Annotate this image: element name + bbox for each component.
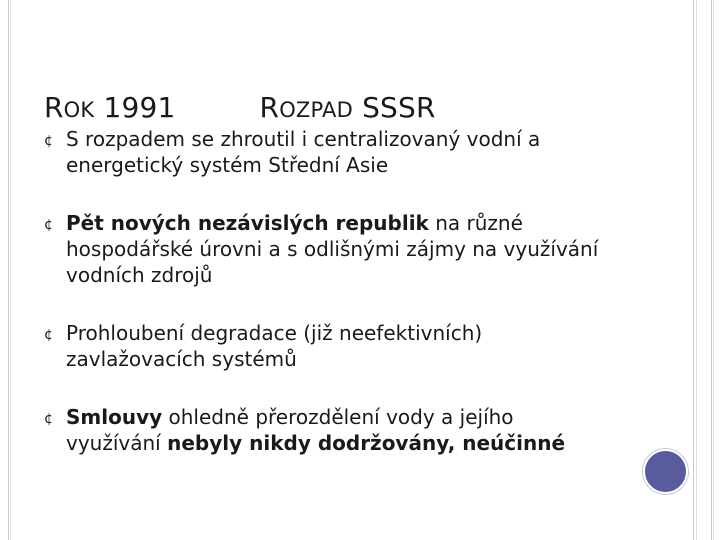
bullet-item xyxy=(44,404,604,456)
bullet-text: ohledně přerozdělení vody a jejího využívání xyxy=(66,405,514,455)
bullet-text: S rozpadem se zhroutil i centralizovaný vodní a energetický systém Střední Asie xyxy=(66,127,541,177)
bullet-text: Prohloubení degradace (již neefektivních) zavlažovacích systémů xyxy=(66,321,483,371)
frame-line-left-inner xyxy=(10,0,11,540)
frame-line-right-inner-2 xyxy=(696,0,697,540)
bullet-text: na různé hospodářské úrovni a s odlišnými zájmy na využívání vodních zdrojů xyxy=(66,211,599,287)
frame-line-right-inner xyxy=(693,0,694,540)
title-left-initial: R xyxy=(44,90,64,124)
bullet-item xyxy=(44,320,604,372)
slide-title xyxy=(44,91,436,124)
title-right-rest: OZPAD xyxy=(279,97,353,122)
bullet-item xyxy=(44,210,604,288)
frame-line-right-outer-2 xyxy=(713,0,714,540)
title-left-rest: OK xyxy=(63,97,95,122)
title-right-tail: SSSR xyxy=(362,90,436,124)
frame-line-left xyxy=(8,0,9,540)
title-right-initial: R xyxy=(259,90,280,124)
bullet-icon: ¢ xyxy=(44,133,53,149)
bullet-icon: ¢ xyxy=(44,327,53,343)
bullet-text-bold: Smlouvy xyxy=(66,405,163,429)
bullet-icon: ¢ xyxy=(44,411,53,427)
bullet-text-bold: nebyly nikdy dodržovány, neúčinné xyxy=(167,431,566,455)
title-year: 1991 xyxy=(103,90,176,124)
bullet-list xyxy=(44,126,604,488)
bullet-text-bold: Pět nových nezávislých republik xyxy=(66,211,429,235)
decorative-circle-icon xyxy=(643,449,688,494)
bullet-icon: ¢ xyxy=(44,217,53,233)
bullet-item xyxy=(44,126,604,178)
frame-line-right-outer xyxy=(711,0,712,540)
